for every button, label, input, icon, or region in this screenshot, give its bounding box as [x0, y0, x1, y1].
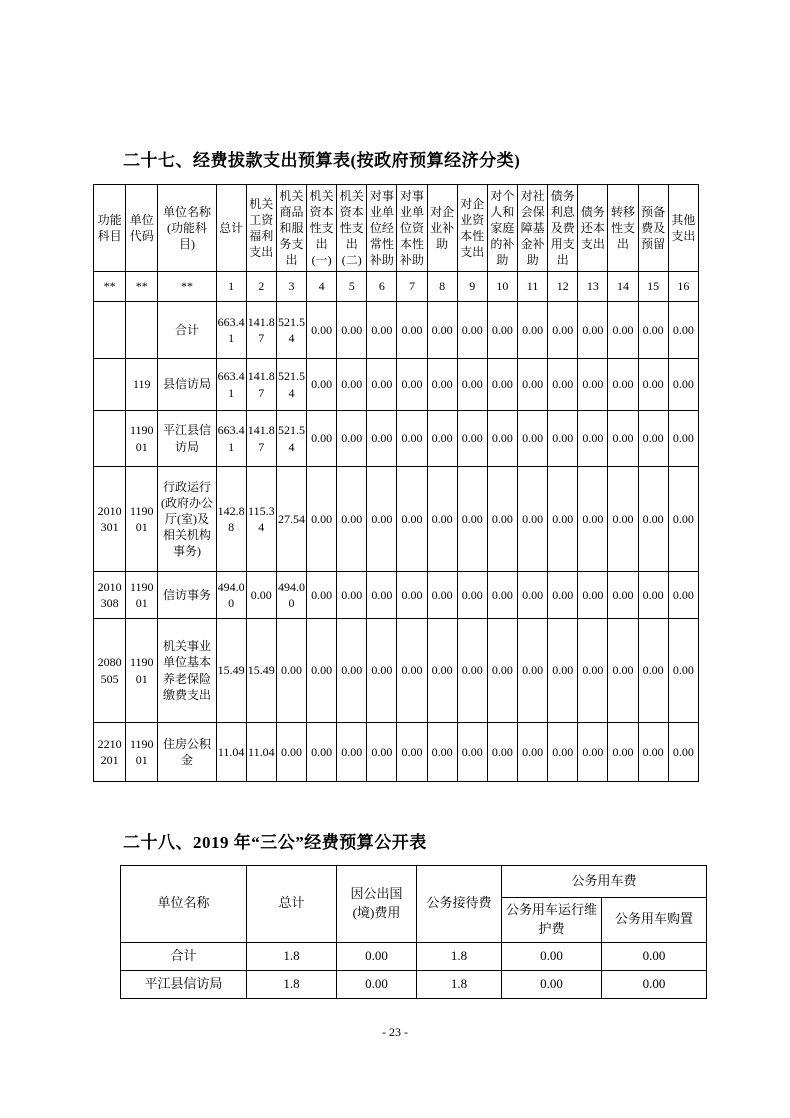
table-cell: 0.00: [427, 572, 457, 619]
table-cell: 0.00: [427, 359, 457, 411]
table-cell: 0.00: [307, 572, 337, 619]
table-cell: 0.00: [487, 411, 517, 467]
table-cell: 住房公积金: [158, 723, 216, 782]
table-cell: 0.00: [518, 467, 548, 572]
column-header: 对事业单位资本性补助: [397, 185, 427, 272]
page-number: - 23 -: [382, 1025, 408, 1039]
column-header: 单位代码: [126, 185, 158, 272]
table-cell: 1.8: [247, 970, 337, 998]
table-cell: 信访事务: [158, 572, 216, 619]
table-cell: 0.00: [638, 359, 668, 411]
table-cell: [94, 359, 126, 411]
column-header: 债务还本支出: [578, 185, 608, 272]
table-cell: 0.00: [487, 302, 517, 359]
table-cell: 663.41: [216, 359, 246, 411]
table-cell: 15.49: [216, 619, 246, 723]
column-index: 9: [457, 272, 487, 302]
table-cell: 0.00: [638, 467, 668, 572]
table-cell: 0.00: [668, 411, 698, 467]
table-cell: 0.00: [457, 302, 487, 359]
column-index: 7: [397, 272, 427, 302]
budget-table-header-row: [94, 185, 699, 272]
column-index: 5: [337, 272, 367, 302]
table-cell: 0.00: [668, 723, 698, 782]
budget-expenditure-table: [93, 184, 699, 782]
budget-table-body: [94, 302, 699, 782]
table-cell: 494.00: [276, 572, 306, 619]
table-cell: 0.00: [337, 302, 367, 359]
column-header: 机关资本性支出(二): [337, 185, 367, 272]
table-cell: 2080505: [94, 619, 126, 723]
table-cell: 0.00: [457, 619, 487, 723]
table-cell: 521.54: [276, 302, 306, 359]
table-cell: 0.00: [397, 619, 427, 723]
column-header-reception: 公务接待费: [417, 866, 502, 943]
table-cell: 0.00: [457, 723, 487, 782]
table-cell: 142.88: [216, 467, 246, 572]
table-row: [94, 359, 699, 411]
table-cell: 0.00: [608, 572, 638, 619]
column-index: 3: [276, 272, 306, 302]
table-cell: 0.00: [518, 411, 548, 467]
column-header-abroad: 因公出国(境)费用: [337, 866, 417, 943]
column-header: 对事业单位经常性补助: [367, 185, 397, 272]
table-row: [121, 942, 707, 970]
table-cell: 0.00: [548, 723, 578, 782]
column-index: 12: [548, 272, 578, 302]
table-cell: 0.00: [397, 723, 427, 782]
table-cell: 0.00: [337, 723, 367, 782]
table-cell: 0.00: [457, 467, 487, 572]
table-cell: 0.00: [608, 411, 638, 467]
table-cell: 合计: [121, 942, 247, 970]
table-cell: 0.00: [397, 467, 427, 572]
table-cell: 0.00: [307, 619, 337, 723]
table-cell: 平江县信访局: [158, 411, 216, 467]
table-cell: 141.87: [246, 359, 276, 411]
table-cell: 494.00: [216, 572, 246, 619]
table-cell: 1.8: [417, 970, 502, 998]
table-cell: 119001: [126, 411, 158, 467]
table-cell: 0.00: [518, 302, 548, 359]
table-cell: 663.41: [216, 302, 246, 359]
table-cell: 0.00: [638, 411, 668, 467]
table-cell: 0.00: [602, 970, 707, 998]
column-index: 1: [216, 272, 246, 302]
table-cell: 0.00: [367, 572, 397, 619]
table-cell: 0.00: [578, 302, 608, 359]
table-cell: 0.00: [487, 359, 517, 411]
table-cell: 0.00: [307, 467, 337, 572]
column-index: 13: [578, 272, 608, 302]
table-cell: 0.00: [548, 359, 578, 411]
table-cell: 0.00: [578, 359, 608, 411]
table-cell: 2010308: [94, 572, 126, 619]
table-row: [94, 572, 699, 619]
table-cell: 县信访局: [158, 359, 216, 411]
column-header: 对个人和家庭的补助: [487, 185, 517, 272]
table-cell: 11.04: [216, 723, 246, 782]
table-cell: 0.00: [608, 359, 638, 411]
table-row: [94, 411, 699, 467]
table-cell: 1.8: [417, 942, 502, 970]
table-cell: 0.00: [602, 942, 707, 970]
table-cell: 0.00: [397, 572, 427, 619]
table-cell: 0.00: [548, 302, 578, 359]
table-cell: 0.00: [367, 723, 397, 782]
table-cell: 0.00: [608, 467, 638, 572]
table-cell: 0.00: [276, 723, 306, 782]
table-cell: 0.00: [457, 411, 487, 467]
column-index: **: [126, 272, 158, 302]
table-cell: 0.00: [668, 359, 698, 411]
table-cell: 0.00: [668, 467, 698, 572]
table-cell: 0.00: [502, 942, 602, 970]
sangong-table-body: [121, 942, 707, 998]
column-header: 对社会保障基金补助: [518, 185, 548, 272]
table-cell: 平江县信访局: [121, 970, 247, 998]
table-cell: 0.00: [518, 619, 548, 723]
column-header-vehicle-purchase: 公务用车购置: [602, 898, 707, 943]
table-cell: 0.00: [337, 572, 367, 619]
table27-title: 二十七、经费拔款支出预算表(按政府预算经济分类): [123, 151, 521, 170]
column-header: 债务利息及费用支出: [548, 185, 578, 272]
column-header: 对企业补助: [427, 185, 457, 272]
column-index: 11: [518, 272, 548, 302]
column-index: **: [94, 272, 126, 302]
table-row: [94, 723, 699, 782]
column-index: 2: [246, 272, 276, 302]
column-header: 总计: [216, 185, 246, 272]
table-cell: 0.00: [487, 619, 517, 723]
table-cell: 0.00: [307, 411, 337, 467]
column-header-vehicle-group: 公务用车费: [502, 866, 707, 898]
table-cell: 机关事业单位基本养老保险缴费支出: [158, 619, 216, 723]
table-cell: 0.00: [337, 467, 367, 572]
table-cell: 0.00: [638, 723, 668, 782]
table-cell: 0.00: [307, 302, 337, 359]
column-header: 单位名称(功能科目): [158, 185, 216, 272]
table-cell: 0.00: [608, 619, 638, 723]
table-cell: 11.04: [246, 723, 276, 782]
table-cell: 0.00: [307, 723, 337, 782]
table-cell: 141.87: [246, 302, 276, 359]
table-cell: 0.00: [487, 467, 517, 572]
table-cell: 0.00: [276, 619, 306, 723]
sangong-expense-table: [120, 865, 707, 999]
table-cell: 0.00: [638, 572, 668, 619]
table-cell: 0.00: [608, 723, 638, 782]
table-cell: 0.00: [548, 619, 578, 723]
table-cell: 0.00: [367, 467, 397, 572]
table-cell: 15.49: [246, 619, 276, 723]
table-cell: 0.00: [578, 467, 608, 572]
table-cell: 0.00: [427, 723, 457, 782]
table-cell: 0.00: [668, 619, 698, 723]
table-cell: 0.00: [668, 572, 698, 619]
column-header: 其他支出: [668, 185, 698, 272]
table-cell: [94, 411, 126, 467]
table-cell: 1.8: [247, 942, 337, 970]
table-row: [94, 619, 699, 723]
table-cell: 0.00: [337, 619, 367, 723]
table-cell: 119: [126, 359, 158, 411]
table-cell: 0.00: [548, 572, 578, 619]
table-cell: 521.54: [276, 359, 306, 411]
table-cell: 0.00: [578, 411, 608, 467]
column-header: 转移性支出: [608, 185, 638, 272]
table-cell: 119001: [126, 572, 158, 619]
column-index: 4: [307, 272, 337, 302]
table-row: [94, 467, 699, 572]
table-cell: 0.00: [337, 942, 417, 970]
column-index: 15: [638, 272, 668, 302]
table-cell: 119001: [126, 467, 158, 572]
budget-table-index-row: [94, 272, 699, 302]
table-cell: 521.54: [276, 411, 306, 467]
table-cell: 0.00: [502, 970, 602, 998]
table-cell: 0.00: [518, 572, 548, 619]
table-cell: 0.00: [578, 572, 608, 619]
table-cell: 0.00: [307, 359, 337, 411]
column-header: 机关资本性支出(一): [307, 185, 337, 272]
table-cell: 0.00: [487, 572, 517, 619]
table-cell: 0.00: [367, 359, 397, 411]
column-index: 10: [487, 272, 517, 302]
table-row: [94, 302, 699, 359]
column-header: 机关商品和服务支出: [276, 185, 306, 272]
column-index: 16: [668, 272, 698, 302]
table-cell: 0.00: [367, 302, 397, 359]
table-cell: [94, 302, 126, 359]
table-cell: 0.00: [608, 302, 638, 359]
sangong-header-row-1: [121, 866, 707, 898]
table-cell: [126, 302, 158, 359]
table-cell: 0.00: [578, 723, 608, 782]
table-cell: 合计: [158, 302, 216, 359]
table-cell: 行政运行(政府办公厅(室)及相关机构事务): [158, 467, 216, 572]
table-cell: 141.87: [246, 411, 276, 467]
table-cell: 0.00: [518, 359, 548, 411]
table-cell: 0.00: [638, 619, 668, 723]
column-header: 机关工资福利支出: [246, 185, 276, 272]
table-cell: 0.00: [427, 467, 457, 572]
sangong-table-head: [121, 866, 707, 943]
table-cell: 0.00: [397, 411, 427, 467]
table-cell: 0.00: [337, 411, 367, 467]
column-header: 对企业资本性支出: [457, 185, 487, 272]
table-cell: 0.00: [367, 411, 397, 467]
table-cell: 2210201: [94, 723, 126, 782]
table-cell: 0.00: [548, 411, 578, 467]
table-cell: 119001: [126, 619, 158, 723]
budget-table-head: [94, 185, 699, 302]
table-cell: 0.00: [246, 572, 276, 619]
table-cell: 663.41: [216, 411, 246, 467]
table-cell: 0.00: [548, 467, 578, 572]
column-header: 预备费及预留: [638, 185, 668, 272]
table-cell: 0.00: [427, 302, 457, 359]
table-cell: 2010301: [94, 467, 126, 572]
column-index: 6: [367, 272, 397, 302]
table-cell: 0.00: [367, 619, 397, 723]
table-cell: 0.00: [337, 970, 417, 998]
column-header-total: 总计: [247, 866, 337, 943]
table-cell: 0.00: [638, 302, 668, 359]
table-cell: 0.00: [427, 619, 457, 723]
column-index: **: [158, 272, 216, 302]
table-cell: 27.54: [276, 467, 306, 572]
table-cell: 0.00: [578, 619, 608, 723]
table-cell: 0.00: [457, 572, 487, 619]
table28-title: 二十八、2019 年“三公”经费预算公开表: [123, 833, 427, 852]
table-row: [121, 970, 707, 998]
table-cell: 0.00: [668, 302, 698, 359]
column-header-unit-name: 单位名称: [121, 866, 247, 943]
column-header-vehicle-maintenance: 公务用车运行维护费: [502, 898, 602, 943]
table-cell: 0.00: [397, 302, 427, 359]
table-cell: 0.00: [397, 359, 427, 411]
table-cell: 0.00: [427, 411, 457, 467]
table-cell: 0.00: [337, 359, 367, 411]
table-cell: 0.00: [457, 359, 487, 411]
column-index: 8: [427, 272, 457, 302]
table-cell: 119001: [126, 723, 158, 782]
table-cell: 115.34: [246, 467, 276, 572]
column-index: 14: [608, 272, 638, 302]
column-header: 功能科目: [94, 185, 126, 272]
table-cell: 0.00: [518, 723, 548, 782]
table-cell: 0.00: [487, 723, 517, 782]
